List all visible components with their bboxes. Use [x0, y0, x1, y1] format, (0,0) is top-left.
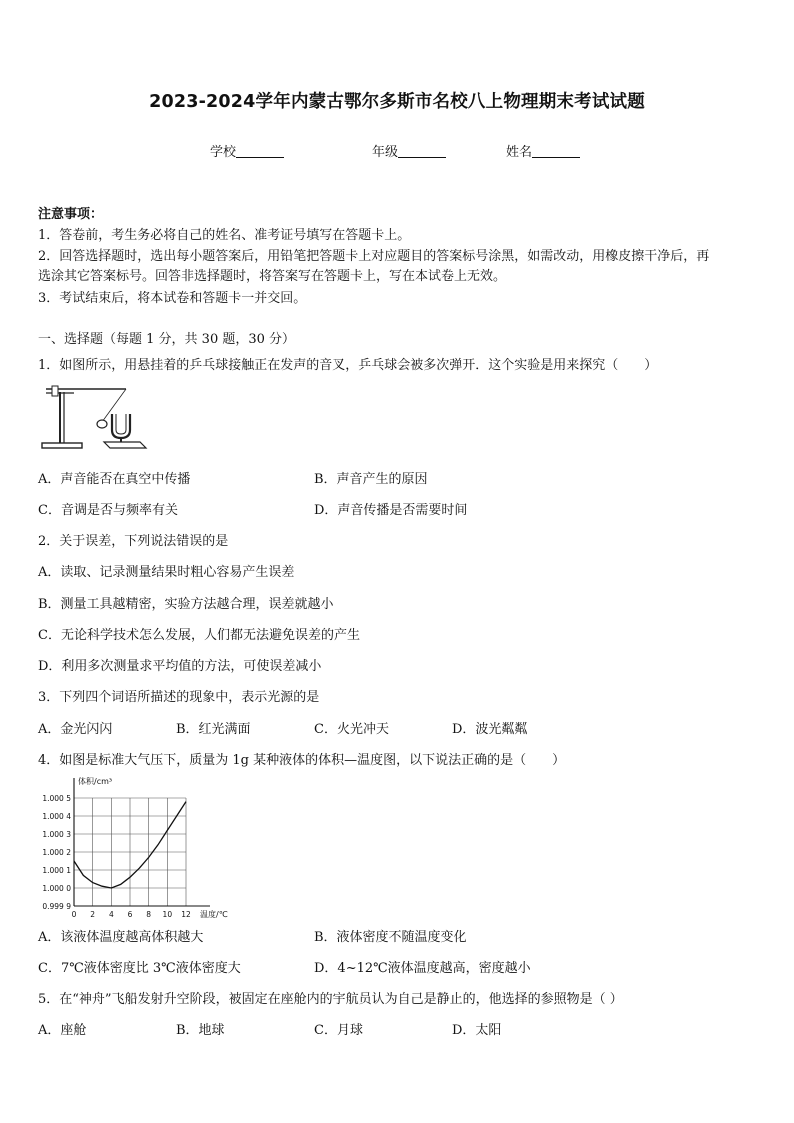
y-tick-label: 0.999 9 — [42, 902, 71, 911]
question-1-option-a[interactable]: A．声音能否在真空中传播 — [38, 472, 191, 487]
grade-blank[interactable] — [398, 143, 446, 158]
school-blank[interactable] — [236, 143, 284, 158]
x-tick-label: 4 — [108, 910, 114, 919]
question-1-stem: 1．如图所示，用悬挂着的乒乓球接触正在发声的音叉，乒乓球会被多次弹开．这个实验是用来探究（ ） — [38, 358, 658, 373]
y-tick-label: 1.000 2 — [42, 848, 71, 857]
x-tick-label: 8 — [146, 910, 152, 919]
question-2-option-a[interactable]: A．读取、记录测量结果时粗心容易产生误差 — [38, 565, 295, 580]
y-tick-label: 1.000 3 — [42, 830, 71, 839]
name-field[interactable] — [506, 141, 580, 160]
x-tick-label: 6 — [127, 910, 133, 919]
notes-heading: 注意事项： — [38, 207, 104, 222]
question-4-option-c[interactable]: C．7℃液体密度比 3℃液体密度大 — [38, 961, 241, 976]
x-tick-label: 0 — [71, 910, 77, 919]
tuning-fork-figure — [38, 378, 150, 453]
student-info-row — [0, 141, 794, 161]
name-label: 姓名 — [506, 145, 533, 160]
x-tick-label: 2 — [90, 910, 96, 919]
x-tick-label: 10 — [162, 910, 173, 919]
question-5-stem: 5．在“神舟”飞船发射升空阶段，被固定在座舱内的宇航员认为自己是静止的，他选择的参照物是（ ） — [38, 992, 623, 1007]
question-3-stem: 3．下列四个词语所描述的现象中，表示光源的是 — [38, 690, 320, 705]
question-4-option-d[interactable]: D．4~12℃液体温度越高，密度越小 — [314, 961, 531, 976]
school-label: 学校 — [210, 145, 237, 160]
question-5-option-a[interactable]: A．座舱 — [38, 1023, 87, 1038]
question-2-option-b[interactable]: B．测量工具越精密，实验方法越合理，误差就越小 — [38, 597, 334, 612]
page-title: 2023-2024学年内蒙古鄂尔多斯市名校八上物理期末考试试题 — [149, 92, 645, 112]
y-tick-label: 1.000 5 — [42, 794, 71, 803]
section-heading: 一、选择题（每题 1 分，共 30 题，30 分） — [38, 332, 296, 347]
note-item-2: 2．回答选择题时，选出每小题答案后，用铅笔把答题卡上对应题目的答案标号涂黑，如需改动，用橡皮擦干净后，再 — [38, 249, 710, 264]
question-2-option-c[interactable]: C．无论科学技术怎么发展，人们都无法避免误差的产生 — [38, 628, 360, 643]
note-item-3: 3．考试结束后，将本试卷和答题卡一并交回。 — [38, 291, 307, 306]
question-5-option-d[interactable]: D．太阳 — [452, 1023, 502, 1038]
question-3-option-a[interactable]: A．金光闪闪 — [38, 722, 113, 737]
question-4-option-b[interactable]: B．液体密度不随温度变化 — [314, 930, 467, 945]
y-tick-label: 1.000 4 — [42, 812, 71, 821]
grade-label: 年级 — [372, 145, 399, 160]
question-2-stem: 2．关于误差，下列说法错误的是 — [38, 534, 229, 549]
x-tick-label: 12 — [181, 910, 191, 919]
note-item-1: 1．答卷前，考生务必将自己的姓名、准考证号填写在答题卡上。 — [38, 228, 411, 243]
question-5-option-b[interactable]: B．地球 — [176, 1023, 225, 1038]
school-field[interactable] — [210, 141, 284, 160]
question-2-option-d[interactable]: D．利用多次测量求平均值的方法，可使误差减小 — [38, 659, 322, 674]
y-tick-label: 1.000 0 — [42, 884, 71, 893]
grade-field[interactable] — [372, 141, 446, 160]
question-4-stem: 4．如图是标准大气压下，质量为 1g 某种液体的体积—温度图，以下说法正确的是（ ） — [38, 753, 566, 768]
question-3-option-c[interactable]: C．火光冲天 — [314, 722, 389, 737]
question-4-option-a[interactable]: A．该液体温度越高体积越大 — [38, 930, 204, 945]
name-blank[interactable] — [532, 143, 580, 158]
y-tick-label: 1.000 1 — [42, 866, 71, 875]
question-1-option-d[interactable]: D．声音传播是否需要时间 — [314, 503, 468, 518]
x-axis-label: 温度/℃ — [200, 910, 228, 919]
note-item-2-cont: 选涂其它答案标号。回答非选择题时，将答案写在答题卡上，写在本试卷上无效。 — [38, 269, 507, 284]
question-1-option-b[interactable]: B．声音产生的原因 — [314, 472, 428, 487]
volume-temperature-chart — [32, 772, 244, 922]
y-axis-label: 体积/cm³ — [78, 777, 113, 786]
question-3-option-b[interactable]: B．红光满面 — [176, 722, 251, 737]
question-5-option-c[interactable]: C．月球 — [314, 1023, 363, 1038]
question-3-option-d[interactable]: D．波光粼粼 — [452, 722, 528, 737]
question-1-option-c[interactable]: C．音调是否与频率有关 — [38, 503, 178, 518]
